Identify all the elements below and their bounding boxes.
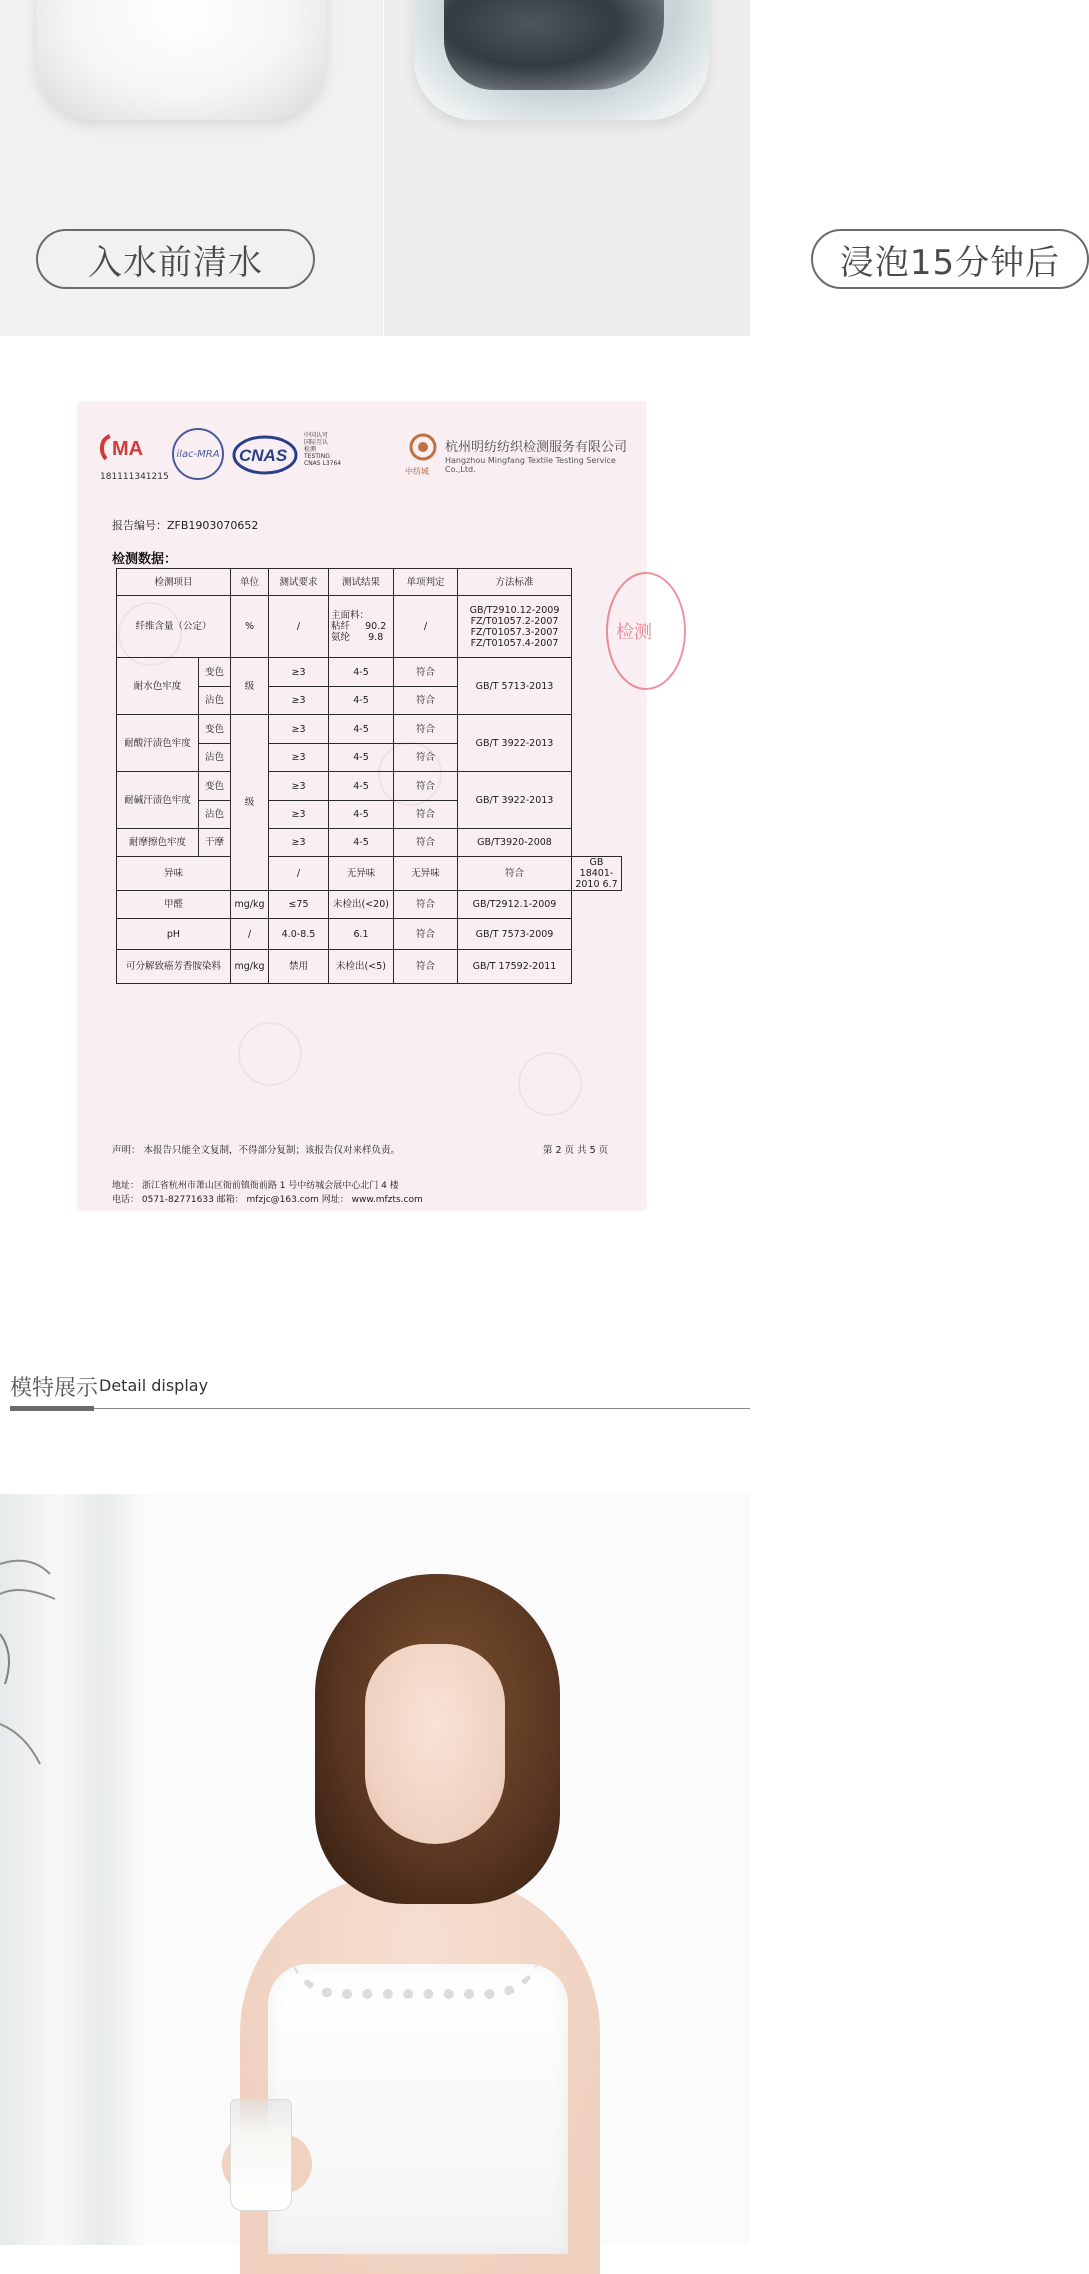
header-unit: 单位 <box>231 569 269 596</box>
cell: / <box>394 596 458 658</box>
header-result: 测试结果 <box>329 569 394 596</box>
table-row <box>117 857 622 891</box>
cell: 耐酸汗渍色牢度 <box>117 715 199 772</box>
cell: ≥3 <box>269 744 329 772</box>
cell: 4-5 <box>329 715 394 744</box>
cell: ≥3 <box>269 829 329 857</box>
cell: 变色 <box>199 715 231 744</box>
cell-text: 粘纤 <box>331 621 351 632</box>
cell: / <box>231 919 269 950</box>
cell: 4-5 <box>329 801 394 829</box>
white-camisole <box>268 1964 568 2254</box>
cell: pH <box>117 919 231 950</box>
report-page-number: 第 2 页 共 5 页 <box>543 1145 609 1156</box>
svg-text:MA: MA <box>112 438 144 460</box>
cell: 未检出(<5) <box>329 950 394 984</box>
section-title-cn: 模特展示 <box>10 1376 99 1401</box>
cell: 无异味 <box>329 857 394 891</box>
table-row <box>117 658 622 687</box>
cell: 沾色 <box>199 801 231 829</box>
cell-text: 主面料： <box>331 610 370 621</box>
mingfang-logo-icon <box>408 432 438 462</box>
cell: ≥3 <box>269 687 329 715</box>
report-contact: 电话： 0571-82771633 邮箱： mfzjc@163.com 网址： www.mfzts.com <box>112 1195 423 1205</box>
section-divider <box>10 1408 750 1409</box>
org-name-en: Hangzhou Mingfang Textile Testing Service Co.,Ltd. <box>445 456 616 474</box>
svg-text:CNAS: CNAS <box>239 446 288 465</box>
cell: 符合 <box>394 801 458 829</box>
cell: GB 18401-2010 6.7 <box>572 857 622 891</box>
cell: 6.1 <box>329 919 394 950</box>
report-logos <box>100 428 640 482</box>
cell: 干摩 <box>199 829 231 857</box>
cell: 耐碱汗渍色牢度 <box>117 772 199 829</box>
cell: mg/kg <box>231 891 269 919</box>
report-number: 报告编号：ZFB1903070652 <box>112 519 259 532</box>
cell: 沾色 <box>199 687 231 715</box>
cell: 变色 <box>199 658 231 687</box>
cell: 级 <box>231 715 269 891</box>
section-accent-bar <box>10 1406 94 1411</box>
cell: GB/T 3922-2013 <box>458 715 572 772</box>
table-row <box>117 715 622 744</box>
cell: 级 <box>231 658 269 715</box>
cell: 禁用 <box>269 950 329 984</box>
cma-number: 181111341215 <box>100 472 169 482</box>
test-report <box>78 402 652 1210</box>
cell: 符合 <box>394 687 458 715</box>
cell-fiber-result <box>329 596 394 658</box>
cell: 未检出(<20) <box>329 891 394 919</box>
watermark <box>238 1022 302 1086</box>
table-row <box>117 919 622 950</box>
watermark <box>518 1052 582 1116</box>
cell: 耐水色牢度 <box>117 658 199 715</box>
cell-fiber-method <box>458 596 572 658</box>
cell: % <box>231 596 269 658</box>
before-label: 入水前清水 <box>36 229 315 289</box>
cell: ≤75 <box>269 891 329 919</box>
cell: ≥3 <box>269 658 329 687</box>
table-row <box>117 596 622 658</box>
cell: GB/T 17592-2011 <box>458 950 572 984</box>
cell-text: FZ/T01057.2-2007 <box>470 615 559 627</box>
milk-glass <box>230 2099 292 2211</box>
cell: 4-5 <box>329 687 394 715</box>
cell-text: FZ/T01057.4-2007 <box>470 637 559 649</box>
cell: ≥3 <box>269 715 329 744</box>
comparison-section <box>0 0 1061 336</box>
cell: 变色 <box>199 772 231 801</box>
cell-text: 9.8 <box>368 632 384 643</box>
cell: 纤维含量（公定） <box>117 596 231 658</box>
cma-logo <box>100 432 158 462</box>
report-notice: 声明： 本报告只能全文复制，不得部分复制；该报告仅对来样负责。 <box>112 1145 401 1156</box>
cell: ≥3 <box>269 801 329 829</box>
cell-text: 90.2 <box>365 621 387 632</box>
results-table <box>116 568 622 984</box>
red-seal: 检测 <box>606 572 686 690</box>
data-title: 检测数据： <box>112 552 178 567</box>
cell: 4-5 <box>329 744 394 772</box>
cnas-note: 中国认可 国际互认 检测 TESTING CNAS L3764 <box>304 432 342 467</box>
header-method: 方法标准 <box>458 569 572 596</box>
section-title-en: Detail display <box>99 1376 209 1395</box>
org-short-name: 中纺城 <box>405 467 429 476</box>
cell: ≥3 <box>269 772 329 801</box>
cell: 符合 <box>394 891 458 919</box>
table-header <box>117 569 622 596</box>
model-face <box>365 1644 505 1844</box>
header-item: 检测项目 <box>117 569 231 596</box>
soaked-garment <box>444 0 664 90</box>
cell: mg/kg <box>231 950 269 984</box>
cell: 甲醛 <box>117 891 231 919</box>
before-photo <box>0 0 383 336</box>
plant-icon <box>0 1524 60 1824</box>
cell: 4-5 <box>329 658 394 687</box>
cell-text: 氨纶 <box>331 632 351 643</box>
cell: 符合 <box>394 829 458 857</box>
cell: 符合 <box>394 919 458 950</box>
cell: GB/T 3922-2013 <box>458 772 572 829</box>
cell-line <box>331 621 391 632</box>
org-name-cn: 杭州明纺纺织检测服务有限公司 <box>445 440 628 455</box>
cell: 沾色 <box>199 744 231 772</box>
ilac-mra-logo: ilac-MRA <box>172 428 224 480</box>
cell: GB/T 5713-2013 <box>458 658 572 715</box>
cell-line <box>331 632 391 643</box>
table-row <box>117 950 622 984</box>
cell: GB/T2912.1-2009 <box>458 891 572 919</box>
cell: 符合 <box>458 857 572 891</box>
clear-water-bowl <box>36 0 326 120</box>
cell-text: FZ/T01057.3-2007 <box>470 626 559 638</box>
cell: 4-5 <box>329 772 394 801</box>
table-row <box>117 772 622 801</box>
cell: 异味 <box>117 857 231 891</box>
cell: 耐摩擦色牢度 <box>117 829 199 857</box>
cell-text: GB/T2910.12-2009 <box>469 604 560 616</box>
cell: 符合 <box>394 772 458 801</box>
table-row <box>117 891 622 919</box>
cnas-logo <box>232 434 298 476</box>
cell: GB/T 7573-2009 <box>458 919 572 950</box>
model-photo <box>0 1494 750 2245</box>
header-requirement: 测试要求 <box>269 569 329 596</box>
cell: 4-5 <box>329 829 394 857</box>
cell: 符合 <box>394 715 458 744</box>
cell: 可分解致癌芳香胺染料 <box>117 950 231 984</box>
header-judgement: 单项判定 <box>394 569 458 596</box>
cell: 符合 <box>394 744 458 772</box>
cell: 符合 <box>394 950 458 984</box>
cell: GB/T3920-2008 <box>458 829 572 857</box>
cell: / <box>269 596 329 658</box>
cell: 4.0-8.5 <box>269 919 329 950</box>
table-row <box>117 829 622 857</box>
cell: 符合 <box>394 658 458 687</box>
cell: / <box>269 857 329 891</box>
report-address: 地址： 浙江省杭州市萧山区衙前镇衙前路 1 号中纺城会展中心北门 4 楼 <box>112 1181 399 1191</box>
lace-trim <box>290 1949 540 1999</box>
cell: 无异味 <box>394 857 458 891</box>
after-photo <box>384 0 1061 336</box>
after-label: 浸泡15分钟后 <box>811 229 1089 289</box>
